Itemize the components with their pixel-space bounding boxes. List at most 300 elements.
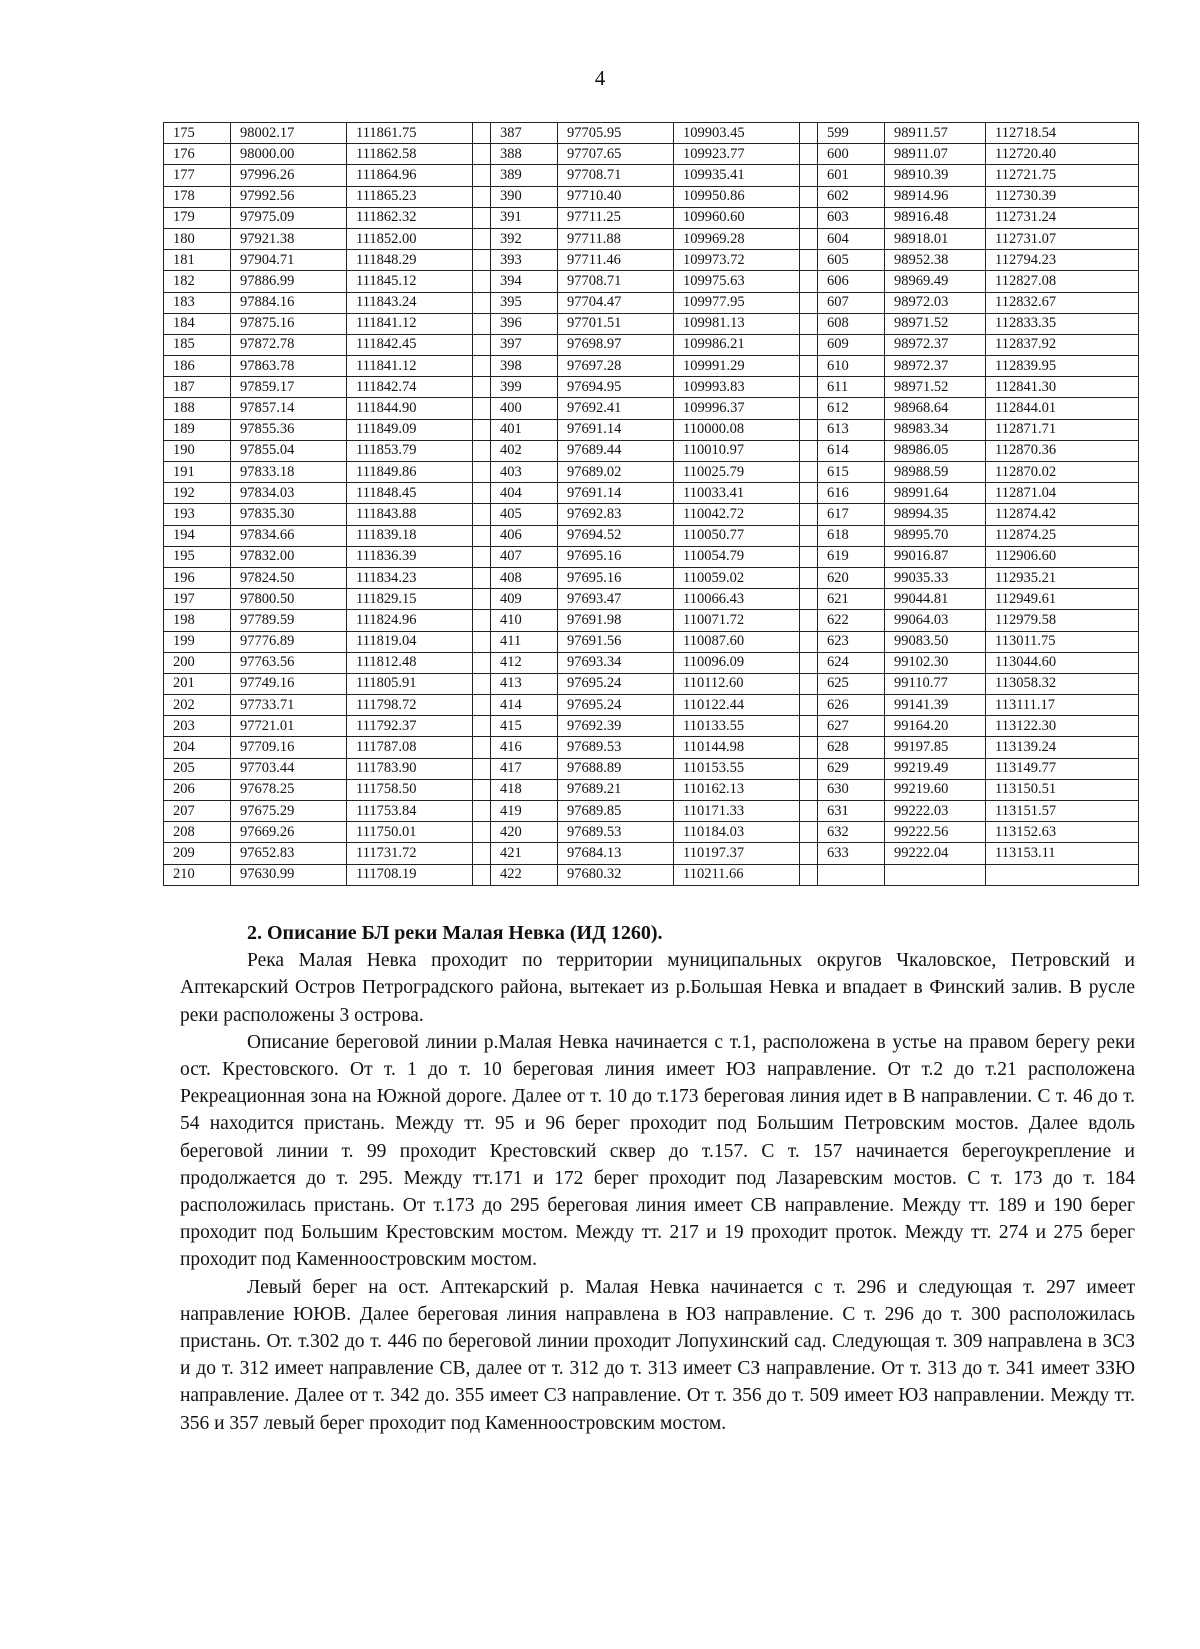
x-coordinate-cell: 99064.03 [885, 610, 986, 631]
x-coordinate-cell: 97975.09 [231, 207, 347, 228]
x-coordinate-cell: 97711.46 [558, 250, 674, 271]
y-coordinate-cell: 112832.67 [986, 292, 1139, 313]
x-coordinate-cell: 97875.16 [231, 313, 347, 334]
y-coordinate-cell: 110122.44 [674, 695, 800, 716]
x-coordinate-cell: 98991.64 [885, 483, 986, 504]
table-row [164, 631, 1139, 652]
y-coordinate-cell: 113011.75 [986, 631, 1139, 652]
y-coordinate-cell: 113152.63 [986, 822, 1139, 843]
y-coordinate-cell: 111783.90 [347, 758, 473, 779]
column-gap-cell [473, 737, 491, 758]
y-coordinate-cell: 111848.29 [347, 250, 473, 271]
point-number-cell: 388 [491, 144, 558, 165]
x-coordinate-cell: 97698.97 [558, 334, 674, 355]
y-coordinate-cell: 113150.51 [986, 779, 1139, 800]
column-gap-cell [800, 419, 818, 440]
x-coordinate-cell: 98972.37 [885, 356, 986, 377]
y-coordinate-cell [986, 864, 1139, 885]
paragraph-2: Описание береговой линии р.Малая Невка начинается с т.1, расположена в устье на правом берегу реки ост. Крестовского. От т. 1 до т. 10 береговая линия имеет ЮЗ направление. От т.2 до т.21 расположена Рекреационная зона на Южной дороге. Далее от т. 10 до т.173 береговая линия идет в В направлении. С т. 46 до т. 54 находится пристань. Между тт. 95 и 96 берег проходит под Большим Петровским мостов. Далее вдоль береговой линии т. 99 проходит Крестовский сквер до т.157. С т. 157 начинается берегоукрепление и продолжается до т. 295. Между тт.171 и 172 берег проходит под Лазаревским мостов. С т. 173 до т. 184 расположилась пристань. От т.173 до 295 береговая линия имеет СВ направление. Между тт. 189 и 190 берег проходит под Большим Крестовским мостом. Между тт. 217 и 19 проходит проток. Между тт. 274 и 275 берег проходит под Каменноостровским мостом. [180, 1031, 1135, 1271]
y-coordinate-cell: 112718.54 [986, 123, 1139, 144]
point-number-cell: 615 [818, 462, 885, 483]
table-row [164, 313, 1139, 334]
x-coordinate-cell: 97709.16 [231, 737, 347, 758]
x-coordinate-cell: 97872.78 [231, 334, 347, 355]
point-number-cell: 205 [164, 758, 231, 779]
y-coordinate-cell: 111839.18 [347, 525, 473, 546]
y-coordinate-cell: 111865.23 [347, 186, 473, 207]
y-coordinate-cell: 111862.58 [347, 144, 473, 165]
x-coordinate-cell: 98952.38 [885, 250, 986, 271]
point-number-cell: 603 [818, 207, 885, 228]
point-number-cell: 403 [491, 462, 558, 483]
y-coordinate-cell: 109969.28 [674, 228, 800, 249]
x-coordinate-cell: 97835.30 [231, 504, 347, 525]
point-number-cell: 198 [164, 610, 231, 631]
point-number-cell: 199 [164, 631, 231, 652]
y-coordinate-cell: 111843.24 [347, 292, 473, 313]
column-gap-cell [473, 822, 491, 843]
y-coordinate-cell: 111853.79 [347, 440, 473, 461]
point-number-cell: 420 [491, 822, 558, 843]
point-number-cell: 405 [491, 504, 558, 525]
section-title: 2. Описание БЛ реки Малая Невка (ИД 1260). [247, 922, 663, 944]
point-number-cell: 390 [491, 186, 558, 207]
column-gap-cell [800, 165, 818, 186]
y-coordinate-cell: 110059.02 [674, 567, 800, 588]
x-coordinate-cell: 97832.00 [231, 546, 347, 567]
y-coordinate-cell: 112874.42 [986, 504, 1139, 525]
point-number-cell: 617 [818, 504, 885, 525]
column-gap-cell [473, 186, 491, 207]
point-number-cell: 625 [818, 673, 885, 694]
table-row [164, 801, 1139, 822]
x-coordinate-cell: 97863.78 [231, 356, 347, 377]
x-coordinate-cell: 99083.50 [885, 631, 986, 652]
column-gap-cell [473, 165, 491, 186]
point-number-cell: 620 [818, 567, 885, 588]
column-gap-cell [800, 144, 818, 165]
y-coordinate-cell: 110211.66 [674, 864, 800, 885]
point-number-cell: 387 [491, 123, 558, 144]
y-coordinate-cell: 112731.24 [986, 207, 1139, 228]
column-gap-cell [473, 440, 491, 461]
table-row [164, 228, 1139, 249]
y-coordinate-cell: 113153.11 [986, 843, 1139, 864]
table-row [164, 377, 1139, 398]
x-coordinate-cell [885, 864, 986, 885]
point-number-cell: 409 [491, 589, 558, 610]
column-gap-cell [473, 652, 491, 673]
x-coordinate-cell: 97691.98 [558, 610, 674, 631]
x-coordinate-cell: 97992.56 [231, 186, 347, 207]
point-number-cell: 601 [818, 165, 885, 186]
y-coordinate-cell: 110171.33 [674, 801, 800, 822]
point-number-cell: 604 [818, 228, 885, 249]
y-coordinate-cell: 112730.39 [986, 186, 1139, 207]
y-coordinate-cell: 110184.03 [674, 822, 800, 843]
point-number-cell: 195 [164, 546, 231, 567]
column-gap-cell [800, 398, 818, 419]
point-number-cell: 610 [818, 356, 885, 377]
point-number-cell: 408 [491, 567, 558, 588]
point-number-cell: 389 [491, 165, 558, 186]
table-row [164, 334, 1139, 355]
point-number-cell: 203 [164, 716, 231, 737]
column-gap-cell [800, 864, 818, 885]
x-coordinate-cell: 97996.26 [231, 165, 347, 186]
y-coordinate-cell: 112871.71 [986, 419, 1139, 440]
x-coordinate-cell: 97689.53 [558, 822, 674, 843]
x-coordinate-cell: 98910.39 [885, 165, 986, 186]
point-number-cell: 416 [491, 737, 558, 758]
x-coordinate-cell: 97733.71 [231, 695, 347, 716]
column-gap-cell [800, 652, 818, 673]
y-coordinate-cell: 111750.01 [347, 822, 473, 843]
point-number-cell: 417 [491, 758, 558, 779]
point-number-cell: 194 [164, 525, 231, 546]
point-number-cell: 188 [164, 398, 231, 419]
point-number-cell: 209 [164, 843, 231, 864]
x-coordinate-cell: 97834.03 [231, 483, 347, 504]
y-coordinate-cell: 111708.19 [347, 864, 473, 885]
column-gap-cell [473, 864, 491, 885]
table-row [164, 483, 1139, 504]
table-row [164, 822, 1139, 843]
column-gap-cell [473, 801, 491, 822]
column-gap-cell [473, 250, 491, 271]
x-coordinate-cell: 98983.34 [885, 419, 986, 440]
x-coordinate-cell: 98988.59 [885, 462, 986, 483]
point-number-cell: 176 [164, 144, 231, 165]
y-coordinate-cell: 111844.90 [347, 398, 473, 419]
point-number-cell: 393 [491, 250, 558, 271]
y-coordinate-cell: 112837.92 [986, 334, 1139, 355]
point-number-cell: 614 [818, 440, 885, 461]
x-coordinate-cell: 97693.34 [558, 652, 674, 673]
column-gap-cell [800, 673, 818, 694]
x-coordinate-cell: 97824.50 [231, 567, 347, 588]
y-coordinate-cell: 111841.12 [347, 313, 473, 334]
point-number-cell: 412 [491, 652, 558, 673]
column-gap-cell [800, 567, 818, 588]
point-number-cell: 612 [818, 398, 885, 419]
point-number-cell: 630 [818, 779, 885, 800]
y-coordinate-cell: 110087.60 [674, 631, 800, 652]
point-number-cell: 413 [491, 673, 558, 694]
y-coordinate-cell: 111836.39 [347, 546, 473, 567]
point-number-cell: 626 [818, 695, 885, 716]
point-number-cell: 631 [818, 801, 885, 822]
x-coordinate-cell: 97689.21 [558, 779, 674, 800]
column-gap-cell [473, 525, 491, 546]
column-gap-cell [800, 695, 818, 716]
y-coordinate-cell: 110050.77 [674, 525, 800, 546]
x-coordinate-cell: 97721.01 [231, 716, 347, 737]
point-number-cell: 397 [491, 334, 558, 355]
point-number-cell: 627 [818, 716, 885, 737]
point-number-cell: 414 [491, 695, 558, 716]
x-coordinate-cell: 97707.65 [558, 144, 674, 165]
table-row [164, 123, 1139, 144]
x-coordinate-cell: 97692.39 [558, 716, 674, 737]
y-coordinate-cell: 109935.41 [674, 165, 800, 186]
x-coordinate-cell: 99035.33 [885, 567, 986, 588]
point-number-cell: 187 [164, 377, 231, 398]
x-coordinate-cell: 98971.52 [885, 313, 986, 334]
coordinates-table-body [164, 123, 1139, 886]
y-coordinate-cell: 110010.97 [674, 440, 800, 461]
column-gap-cell [800, 822, 818, 843]
point-number-cell: 175 [164, 123, 231, 144]
x-coordinate-cell: 97855.04 [231, 440, 347, 461]
point-number-cell: 401 [491, 419, 558, 440]
table-row [164, 567, 1139, 588]
table-row [164, 504, 1139, 525]
x-coordinate-cell: 99197.85 [885, 737, 986, 758]
y-coordinate-cell: 113044.60 [986, 652, 1139, 673]
point-number-cell: 185 [164, 334, 231, 355]
point-number-cell: 605 [818, 250, 885, 271]
table-row [164, 695, 1139, 716]
y-coordinate-cell: 110066.43 [674, 589, 800, 610]
x-coordinate-cell: 98972.37 [885, 334, 986, 355]
y-coordinate-cell: 112839.95 [986, 356, 1139, 377]
x-coordinate-cell: 99102.30 [885, 652, 986, 673]
paragraph-1: Река Малая Невка проходит по территории муниципальных округов Чкаловское, Петровский и Аптекарский Остров Петроградского района, вытекает из р.Большая Невка и впадает в Финский залив. В русле реки расположены 3 острова. [180, 950, 1135, 1026]
point-number-cell: 606 [818, 271, 885, 292]
point-number-cell [818, 864, 885, 885]
y-coordinate-cell: 110112.60 [674, 673, 800, 694]
x-coordinate-cell: 97695.16 [558, 546, 674, 567]
point-number-cell: 632 [818, 822, 885, 843]
y-coordinate-cell: 112949.61 [986, 589, 1139, 610]
table-row [164, 716, 1139, 737]
x-coordinate-cell: 97904.71 [231, 250, 347, 271]
table-row [164, 186, 1139, 207]
y-coordinate-cell: 110133.55 [674, 716, 800, 737]
y-coordinate-cell: 109960.60 [674, 207, 800, 228]
x-coordinate-cell: 97705.95 [558, 123, 674, 144]
y-coordinate-cell: 111798.72 [347, 695, 473, 716]
x-coordinate-cell: 97693.47 [558, 589, 674, 610]
table-row [164, 779, 1139, 800]
column-gap-cell [473, 504, 491, 525]
column-gap-cell [800, 801, 818, 822]
point-number-cell: 183 [164, 292, 231, 313]
column-gap-cell [800, 462, 818, 483]
x-coordinate-cell: 97684.13 [558, 843, 674, 864]
point-number-cell: 602 [818, 186, 885, 207]
x-coordinate-cell: 98911.07 [885, 144, 986, 165]
x-coordinate-cell: 97680.32 [558, 864, 674, 885]
x-coordinate-cell: 98986.05 [885, 440, 986, 461]
column-gap-cell [800, 250, 818, 271]
column-gap-cell [473, 377, 491, 398]
column-gap-cell [473, 123, 491, 144]
point-number-cell: 179 [164, 207, 231, 228]
x-coordinate-cell: 97708.71 [558, 271, 674, 292]
x-coordinate-cell: 97749.16 [231, 673, 347, 694]
x-coordinate-cell: 99219.49 [885, 758, 986, 779]
point-number-cell: 628 [818, 737, 885, 758]
point-number-cell: 633 [818, 843, 885, 864]
y-coordinate-cell: 111852.00 [347, 228, 473, 249]
point-number-cell: 619 [818, 546, 885, 567]
y-coordinate-cell: 112841.30 [986, 377, 1139, 398]
point-number-cell: 400 [491, 398, 558, 419]
table-row [164, 652, 1139, 673]
y-coordinate-cell: 112731.07 [986, 228, 1139, 249]
point-number-cell: 190 [164, 440, 231, 461]
y-coordinate-cell: 111834.23 [347, 567, 473, 588]
x-coordinate-cell: 97692.41 [558, 398, 674, 419]
y-coordinate-cell: 109993.83 [674, 377, 800, 398]
column-gap-cell [800, 271, 818, 292]
y-coordinate-cell: 112871.04 [986, 483, 1139, 504]
column-gap-cell [800, 610, 818, 631]
point-number-cell: 184 [164, 313, 231, 334]
y-coordinate-cell: 109986.21 [674, 334, 800, 355]
point-number-cell: 395 [491, 292, 558, 313]
x-coordinate-cell: 97630.99 [231, 864, 347, 885]
y-coordinate-cell: 112794.23 [986, 250, 1139, 271]
y-coordinate-cell: 111731.72 [347, 843, 473, 864]
column-gap-cell [800, 313, 818, 334]
x-coordinate-cell: 97701.51 [558, 313, 674, 334]
column-gap-cell [800, 207, 818, 228]
x-coordinate-cell: 98972.03 [885, 292, 986, 313]
x-coordinate-cell: 97689.44 [558, 440, 674, 461]
x-coordinate-cell: 97695.24 [558, 673, 674, 694]
table-row [164, 758, 1139, 779]
point-number-cell: 182 [164, 271, 231, 292]
column-gap-cell [473, 144, 491, 165]
table-row [164, 589, 1139, 610]
column-gap-cell [473, 610, 491, 631]
table-row [164, 546, 1139, 567]
x-coordinate-cell: 97675.29 [231, 801, 347, 822]
point-number-cell: 208 [164, 822, 231, 843]
x-coordinate-cell: 99110.77 [885, 673, 986, 694]
point-number-cell: 398 [491, 356, 558, 377]
y-coordinate-cell: 111849.09 [347, 419, 473, 440]
point-number-cell: 392 [491, 228, 558, 249]
y-coordinate-cell: 109977.95 [674, 292, 800, 313]
x-coordinate-cell: 97697.28 [558, 356, 674, 377]
x-coordinate-cell: 98914.96 [885, 186, 986, 207]
x-coordinate-cell: 97689.53 [558, 737, 674, 758]
x-coordinate-cell: 99219.60 [885, 779, 986, 800]
y-coordinate-cell: 112721.75 [986, 165, 1139, 186]
point-number-cell: 202 [164, 695, 231, 716]
y-coordinate-cell: 110054.79 [674, 546, 800, 567]
point-number-cell: 191 [164, 462, 231, 483]
x-coordinate-cell: 97833.18 [231, 462, 347, 483]
column-gap-cell [800, 334, 818, 355]
x-coordinate-cell: 97711.88 [558, 228, 674, 249]
y-coordinate-cell: 112870.36 [986, 440, 1139, 461]
column-gap-cell [473, 567, 491, 588]
x-coordinate-cell: 97678.25 [231, 779, 347, 800]
point-number-cell: 415 [491, 716, 558, 737]
y-coordinate-cell: 111849.86 [347, 462, 473, 483]
column-gap-cell [473, 673, 491, 694]
y-coordinate-cell: 109903.45 [674, 123, 800, 144]
x-coordinate-cell: 97763.56 [231, 652, 347, 673]
column-gap-cell [800, 779, 818, 800]
y-coordinate-cell: 111843.88 [347, 504, 473, 525]
y-coordinate-cell: 110162.13 [674, 779, 800, 800]
y-coordinate-cell: 110033.41 [674, 483, 800, 504]
x-coordinate-cell: 97789.59 [231, 610, 347, 631]
coordinates-table [163, 122, 1139, 886]
table-row [164, 165, 1139, 186]
y-coordinate-cell: 110153.55 [674, 758, 800, 779]
x-coordinate-cell: 98969.49 [885, 271, 986, 292]
table-row [164, 864, 1139, 885]
point-number-cell: 404 [491, 483, 558, 504]
column-gap-cell [473, 631, 491, 652]
point-number-cell: 178 [164, 186, 231, 207]
point-number-cell: 200 [164, 652, 231, 673]
x-coordinate-cell: 97708.71 [558, 165, 674, 186]
y-coordinate-cell: 111841.12 [347, 356, 473, 377]
table-row [164, 525, 1139, 546]
x-coordinate-cell: 97694.95 [558, 377, 674, 398]
column-gap-cell [800, 716, 818, 737]
point-number-cell: 177 [164, 165, 231, 186]
y-coordinate-cell: 113151.57 [986, 801, 1139, 822]
column-gap-cell [473, 313, 491, 334]
point-number-cell: 396 [491, 313, 558, 334]
paragraph-3: Левый берег на ост. Аптекарский р. Малая Невка начинается с т. 296 и следующая т. 297 имеет направление ЮЮВ. Далее береговая линия направлена в ЮЗ направление. С т. 296 до т. 300 расположилась пристань. От. т.302 до т. 446 по береговой линии проходит Лопухинский сад. Следующая т. 309 направлена в ЗСЗ и до т. 312 имеет направление СВ, далее от т. 312 до т. 313 имеет СЗ направление. От т. 313 до т. 341 имеет ЗЗЮ направление. Далее от т. 342 до. 355 имеет СЗ направление. От т. 356 до т. 509 имеет ЮЗ направлении. Между тт. 356 и 357 левый берег проходит под Каменноостровским мостом. [180, 1276, 1135, 1434]
y-coordinate-cell: 111829.15 [347, 589, 473, 610]
y-coordinate-cell: 111845.12 [347, 271, 473, 292]
column-gap-cell [473, 334, 491, 355]
y-coordinate-cell: 111861.75 [347, 123, 473, 144]
table-row [164, 737, 1139, 758]
y-coordinate-cell: 111787.08 [347, 737, 473, 758]
table-row [164, 440, 1139, 461]
x-coordinate-cell: 97689.02 [558, 462, 674, 483]
table-row [164, 356, 1139, 377]
y-coordinate-cell: 109975.63 [674, 271, 800, 292]
x-coordinate-cell: 97834.66 [231, 525, 347, 546]
y-coordinate-cell: 109991.29 [674, 356, 800, 377]
column-gap-cell [800, 483, 818, 504]
column-gap-cell [800, 186, 818, 207]
column-gap-cell [473, 779, 491, 800]
x-coordinate-cell: 99222.56 [885, 822, 986, 843]
x-coordinate-cell: 97694.52 [558, 525, 674, 546]
column-gap-cell [473, 271, 491, 292]
y-coordinate-cell: 111819.04 [347, 631, 473, 652]
x-coordinate-cell: 97692.83 [558, 504, 674, 525]
point-number-cell: 608 [818, 313, 885, 334]
section-text [180, 920, 1135, 1437]
table-row [164, 462, 1139, 483]
column-gap-cell [473, 292, 491, 313]
point-number-cell: 206 [164, 779, 231, 800]
y-coordinate-cell: 112935.21 [986, 567, 1139, 588]
column-gap-cell [800, 758, 818, 779]
table-row [164, 207, 1139, 228]
point-number-cell: 621 [818, 589, 885, 610]
point-number-cell: 609 [818, 334, 885, 355]
point-number-cell: 607 [818, 292, 885, 313]
point-number-cell: 613 [818, 419, 885, 440]
x-coordinate-cell: 97695.24 [558, 695, 674, 716]
